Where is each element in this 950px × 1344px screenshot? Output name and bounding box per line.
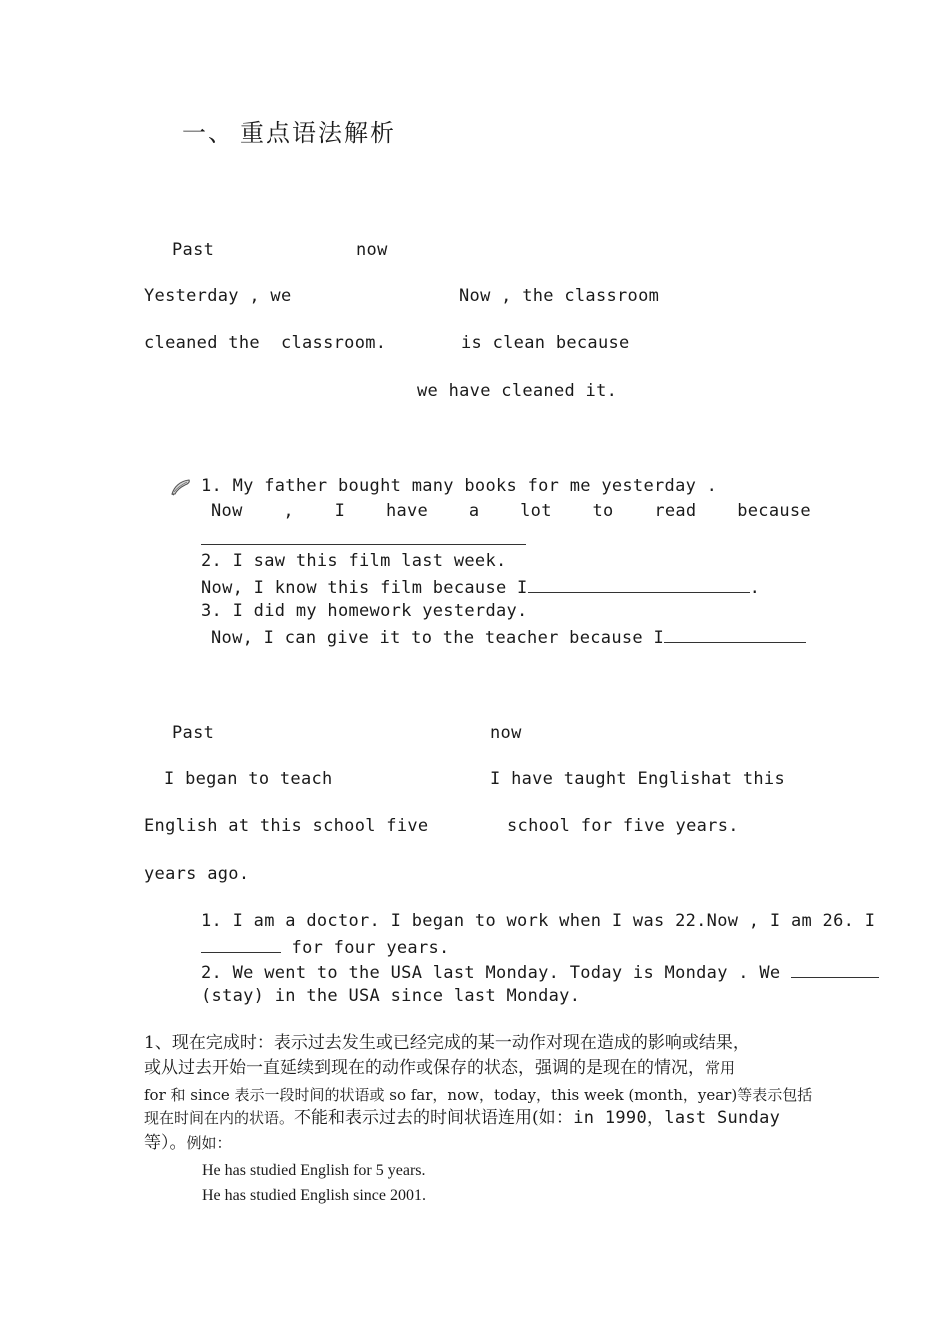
timeline1-now-label: now (356, 240, 388, 260)
explanation-line: for 和 since 表示一段时间的状语或 so far，now，today，this week (month，year)等表示包括 (144, 1086, 813, 1104)
timeline1-now-text: Now , the classroom (459, 286, 660, 306)
explanation-text: 现在时间在内的状语。 (144, 1109, 295, 1127)
exercise2-question-1-line2 (201, 938, 450, 957)
timeline2-past-text: years ago. (144, 864, 250, 884)
answer-blank[interactable] (201, 544, 526, 545)
explanation-line (144, 1110, 780, 1127)
timeline2-past-label: Past (172, 723, 215, 743)
timeline2-now-label: now (490, 723, 522, 743)
timeline2-now-text: school for five years. (507, 816, 739, 836)
explanation-text: 等）。 (144, 1133, 187, 1153)
exercise2-question-2 (201, 963, 879, 982)
question-text: Now, I can give it to the teacher because I (211, 628, 664, 648)
exercise2-question-2-line2: (stay) in the USA since last Monday. (201, 986, 581, 1006)
word: read (654, 501, 697, 521)
explanation-line (144, 1135, 232, 1152)
example-sentence: He has studied English for 5 years. (202, 1162, 426, 1179)
word: have (385, 501, 429, 521)
exercise1-question-1: 1. My father bought many books for me yesterday . (201, 476, 718, 496)
answer-blank[interactable] (664, 628, 806, 643)
exercise2-question-1: 1. I am a doctor. I began to work when I was 22.Now , I am 26. I (201, 911, 876, 931)
explanation-line (144, 1060, 735, 1077)
explanation-text: 或从过去开始一直延续到现在的动作或保存的状态，强调的是现在的情况， (144, 1058, 705, 1078)
word: , (283, 501, 294, 521)
word: lot (520, 501, 552, 521)
timeline1-now-text: we have cleaned it. (417, 381, 618, 401)
exercise1-question-3: 3. I did my homework yesterday. (201, 601, 528, 621)
answer-blank[interactable] (528, 578, 750, 593)
word: because (737, 501, 811, 521)
section-title: 重点语法解析 (240, 119, 396, 147)
explanation-text: 不能和表示过去的时间状语连用( (294, 1108, 539, 1128)
exercise1-question-3-line2 (211, 628, 806, 647)
exercise1-question-2-line2 (201, 578, 760, 597)
word: a (468, 501, 480, 521)
exercise1-question-1-line2 (211, 503, 811, 520)
explanation-text: 例如： (186, 1134, 232, 1152)
timeline1-now-text: is clean because (461, 333, 630, 353)
answer-blank[interactable] (791, 963, 879, 978)
explanation-example: 如：in 1990，last Sunday (538, 1108, 781, 1128)
timeline2-past-text: I began to teach (164, 769, 333, 789)
question-text: for four years. (291, 938, 450, 958)
timeline2-past-text: English at this school five (144, 816, 429, 836)
word: Now (211, 501, 243, 521)
answer-blank[interactable] (201, 938, 281, 953)
pen-icon (170, 478, 192, 496)
word: I (334, 501, 346, 521)
explanation-line: 1、现在完成时：表示过去发生或已经完成的某一动作对现在造成的影响或结果， (144, 1033, 750, 1053)
timeline1-past-text: Yesterday , we (144, 286, 292, 306)
punctuation: . (749, 578, 761, 598)
section-number: 一、 (182, 119, 234, 147)
explanation-text: 常用 (705, 1059, 736, 1077)
timeline2-now-text: I have taught Englishat this (490, 769, 785, 789)
exercise1-question-2: 2. I saw this film last week. (201, 551, 507, 571)
word: to (592, 501, 614, 521)
example-sentence: He has studied English since 2001. (202, 1187, 426, 1204)
question-text: Now, I know this film because I (201, 578, 528, 598)
timeline1-past-label: Past (172, 240, 215, 260)
question-text: 2. We went to the USA last Monday. Today is Monday . We (201, 963, 781, 983)
timeline1-past-text: cleaned the classroom. (144, 333, 387, 353)
